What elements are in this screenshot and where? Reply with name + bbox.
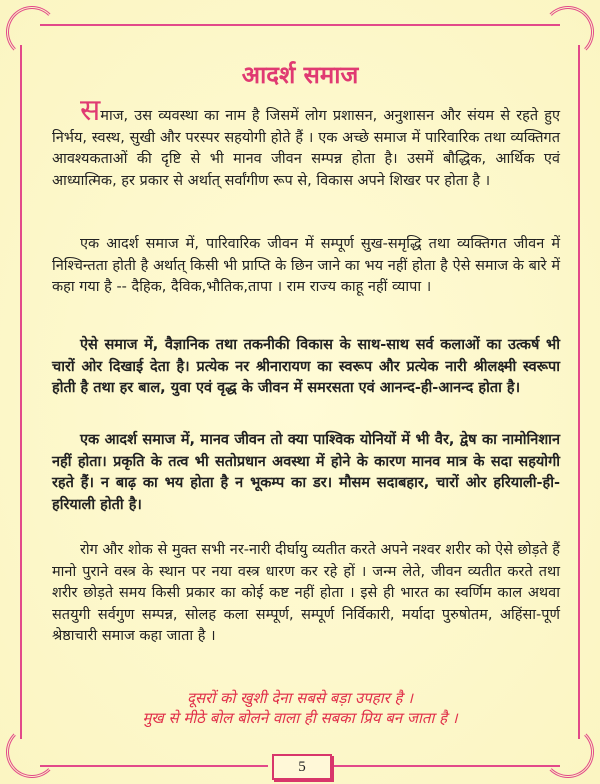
border-top xyxy=(40,24,560,26)
corner-ornament-icon xyxy=(6,6,58,58)
paragraph-5: रोग और शोक से मुक्त सभी नर-नारी दीर्घायु व्यतीत करते अपने नश्वर शरीर को ऐसे छोड़ते हैं मानो पुराने वस्त्र के स्थान पर नया वस्त्र धारण कर रहे हों । जन्म लेते, जीवन व्यतीत करते तथा शरीर छोड़ते समय किसी प्रकार का कोई कष्ट नहीं होता । इसे ही भारत का स्वर्णिम काल अथवा सतयुगी सर्वगुण सम्पन्न, सोलह कला सम्पूर्ण, सम्पूर्ण निर्विकारी, मर्यादा पुरुषोतम, अहिंसा-पूर्ण श्रेष्ठाचारी समाज कहा जाता है । xyxy=(52,542,560,644)
border-left xyxy=(20,45,22,739)
corner-ornament-icon xyxy=(542,6,594,58)
quote-line-2: मुख से मीठे बोल बोलने वाला ही सबका प्रिय बन जाता है । xyxy=(142,709,458,727)
paragraph-2: एक आदर्श समाज में, पारिवारिक जीवन में सम्पूर्ण सुख-समृद्धि तथा व्यक्तिगत जीवन में निश्चिन्तता होती है अर्थात् किसी भी प्राप्ति के छिन जाने का भय नहीं होता है ऐसे समाज के बारे में कहा गया है -- दैहिक, दैविक,भौतिक,तापा । राम राज्य काहू नहीं व्यापा । xyxy=(52,236,560,295)
border-right xyxy=(578,45,580,739)
page-title: आदर्श समाज xyxy=(241,61,359,89)
paragraph-1-text: माज, उस व्यवस्था का नाम है जिसमें लोग प्रशासन, अनुशासन और संयम से रहते हुए निर्भय, स्वस्थ, सुखी और परस्पर सहयोगी होते हैं । एक अच्छे समाज में पारिवारिक तथा व्यक्तिगत आवश्यकताओं की दृष्टि से भी मानव जीवन सम्पन्न होता है। उसमें बौद्धिक, आर्थिक एवं आध्यात्मिक, हर प्रकार से अर्थात् सर्वांगीण रूप से, विकास अपने शिखर पर होता है । xyxy=(52,108,560,189)
border-bottom-right xyxy=(332,765,560,767)
paragraph-3: ऐसे समाज में, वैज्ञानिक तथा तकनीकी विकास के साथ-साथ सर्व कलाओं का उत्कर्ष भी चारों ओर दिखाई देता है। प्रत्येक नर श्रीनारायण का स्वरूप और प्रत्येक नारी श्रीलक्ष्मी स्वरूपा होती है तथा हर बाल, युवा एवं वृद्ध के जीवन में समरसता एवं आनन्द-ही-आनन्द होता है। xyxy=(52,337,560,396)
corner-ornament-icon xyxy=(6,726,58,778)
border-bottom-left xyxy=(40,765,268,767)
paragraph-4: एक आदर्श समाज में, मानव जीवन तो क्या पाश्विक योनियों में भी वैर, द्वेष का नामोनिशान नहीं होता। प्रकृति के तत्व भी सतोप्रधान अवस्था में होने के कारण मानव मात्र के सदा सहयोगी रहते हैं। न बाढ़ का भय होता है न भूकम्प का डर। मौसम सदाबहार, चारों ओर हरियाली-ही-हरियाली होती है। xyxy=(52,432,560,513)
corner-ornament-icon xyxy=(542,726,594,778)
paragraph-1 xyxy=(52,93,560,192)
quote-line-1: दूसरों को खुशी देना सबसे बड़ा उपहार है । xyxy=(187,689,413,707)
drop-cap: स xyxy=(80,93,101,128)
page-number: 5 xyxy=(272,754,332,780)
